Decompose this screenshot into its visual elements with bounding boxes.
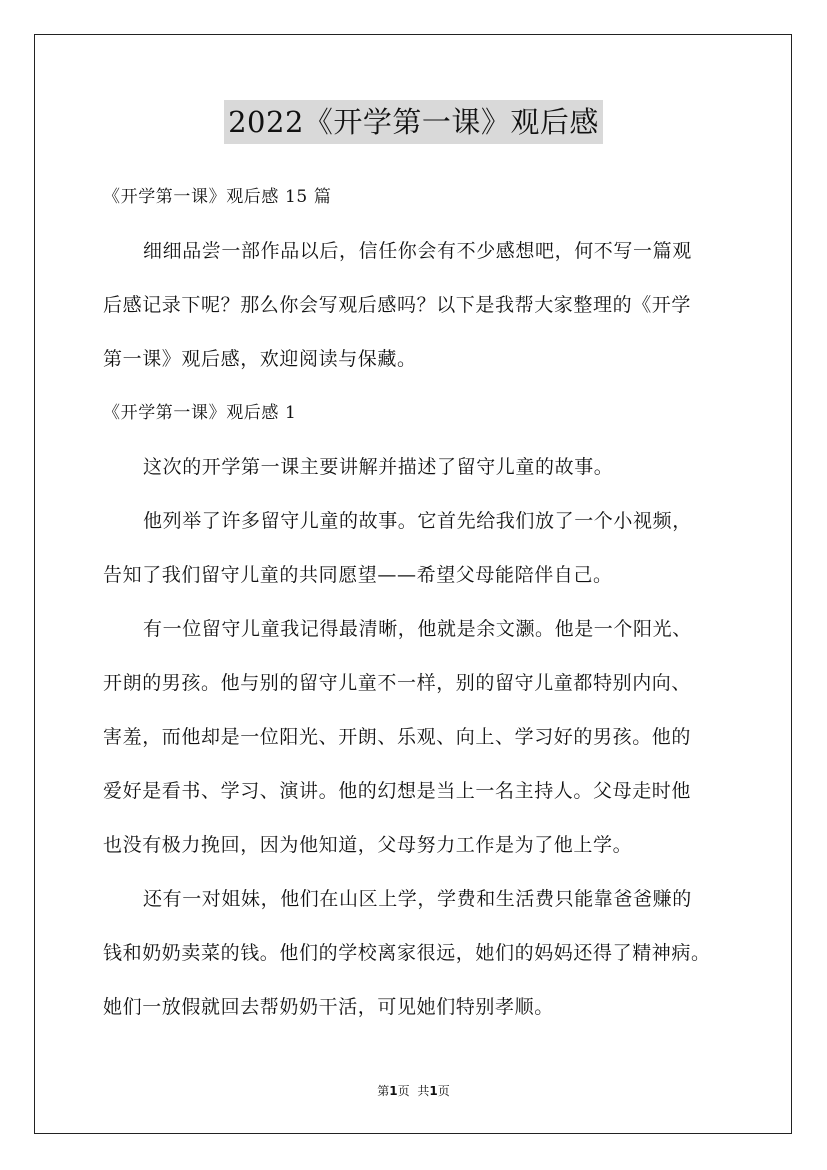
body-line: 钱和奶奶卖菜的钱。他们的学校离家很远，她们的妈妈还得了精神病。 xyxy=(103,942,711,964)
collection-heading: 《开学第一课》观后感 15 篇 xyxy=(103,187,332,207)
body-line: 也没有极力挽回，因为他知道，父母努力工作是为了他上学。 xyxy=(103,834,633,856)
intro-line-1: 细细品尝一部作品以后，信任你会有不少感想吧，何不写一篇观 xyxy=(143,240,692,262)
total-pages: 1 xyxy=(429,1084,438,1098)
document-body xyxy=(103,170,733,1034)
body-line: 还有一对姐妹，他们在山区上学，学费和生活费只能靠爸爸赚的 xyxy=(143,888,692,910)
body-line: 他列举了许多留守儿童的故事。它首先给我们放了一个小视频， xyxy=(143,510,692,532)
page-prefix: 第 xyxy=(377,1084,390,1098)
total-suffix: 页 xyxy=(437,1084,450,1098)
intro-line-3: 第一课》观后感，欢迎阅读与保藏。 xyxy=(103,348,417,370)
page-number: 1 xyxy=(389,1084,398,1098)
document-title: 2022《开学第一课》观后感 xyxy=(224,100,603,144)
body-line: 这次的开学第一课主要讲解并描述了留守儿童的故事。 xyxy=(143,456,614,478)
total-prefix: 共 xyxy=(417,1084,430,1098)
intro-line-2: 后感记录下呢？那么你会写观后感吗？以下是我帮大家整理的《开学 xyxy=(103,294,692,316)
title-container xyxy=(0,100,827,144)
body-line: 害羞，而他却是一位阳光、开朗、乐观、向上、学习好的男孩。他的 xyxy=(103,726,692,748)
body-line: 开朗的男孩。他与别的留守儿童不一样，别的留守儿童都特别内向、 xyxy=(103,672,692,694)
body-line: 她们一放假就回去帮奶奶干活，可见她们特别孝顺。 xyxy=(103,996,554,1018)
page-suffix: 页 xyxy=(397,1084,410,1098)
body-line: 有一位留守儿童我记得最清晰，他就是余文灏。他是一个阳光、 xyxy=(143,618,692,640)
body-line: 告知了我们留守儿童的共同愿望——希望父母能陪伴自己。 xyxy=(103,564,613,586)
section-heading: 《开学第一课》观后感 1 xyxy=(103,403,297,423)
page-footer xyxy=(0,1082,827,1099)
body-line: 爱好是看书、学习、演讲。他的幻想是当上一名主持人。父母走时他 xyxy=(103,780,692,802)
